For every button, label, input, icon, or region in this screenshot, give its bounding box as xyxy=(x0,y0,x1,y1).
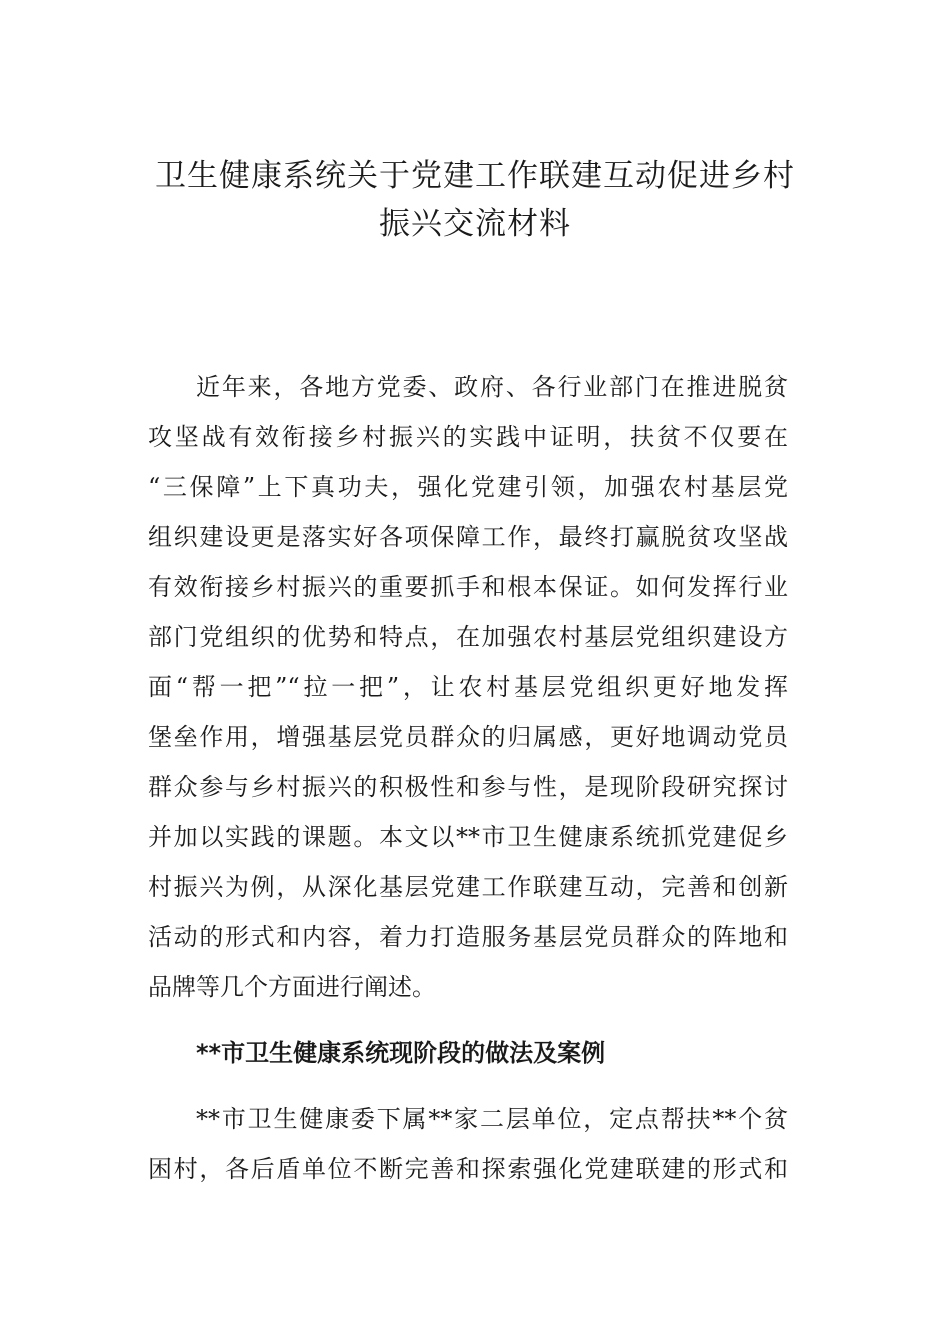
paragraph-line: 活动的形式和内容，着力打造服务基层党员群众的阵地和 xyxy=(148,923,788,951)
paragraph-line: 组织建设更是落实好各项保障工作，最终打赢脱贫攻坚战 xyxy=(148,523,788,551)
paragraph-line: 近年来，各地方党委、政府、各行业部门在推进脱贫 xyxy=(196,373,788,401)
paragraph-line: 有效衔接乡村振兴的重要抓手和根本保证。如何发挥行业 xyxy=(148,573,788,601)
title-line-2: 振兴交流材料 xyxy=(379,206,571,242)
paragraph-line: 群众参与乡村振兴的积极性和参与性，是现阶段研究探讨 xyxy=(148,773,788,801)
paragraph-line: 堡垒作用，增强基层党员群众的归属感，更好地调动党员 xyxy=(148,723,788,751)
title-line-1: 卫生健康系统关于党建工作联建互动促进乡村 xyxy=(155,158,795,194)
section-heading: **市卫生健康系统现阶段的做法及案例 xyxy=(196,1039,606,1067)
paragraph-line: 部门党组织的优势和特点，在加强农村基层党组织建设方 xyxy=(148,623,788,651)
paragraph-line: 困村，各后盾单位不断完善和探索强化党建联建的形式和 xyxy=(148,1155,788,1183)
paragraph-line: 村振兴为例，从深化基层党建工作联建互动，完善和创新 xyxy=(148,873,788,901)
document-title xyxy=(120,152,830,248)
paragraph-line: “三保障”上下真功夫，强化党建引领，加强农村基层党 xyxy=(148,473,788,501)
paragraph-1 xyxy=(148,362,788,1012)
document-body xyxy=(148,362,788,1194)
paragraph-line: 品牌等几个方面进行阐述。 xyxy=(148,973,436,1001)
paragraph-line: 攻坚战有效衔接乡村振兴的实践中证明，扶贫不仅要在 xyxy=(148,423,788,451)
paragraph-line: 面“帮一把”“拉一把”，让农村基层党组织更好地发挥 xyxy=(148,673,788,701)
paragraph-line: **市卫生健康委下属**家二层单位，定点帮扶**个贫 xyxy=(196,1105,788,1133)
paragraph-line: 并加以实践的课题。本文以**市卫生健康系统抓党建促乡 xyxy=(148,823,788,851)
paragraph-2 xyxy=(148,1094,788,1194)
